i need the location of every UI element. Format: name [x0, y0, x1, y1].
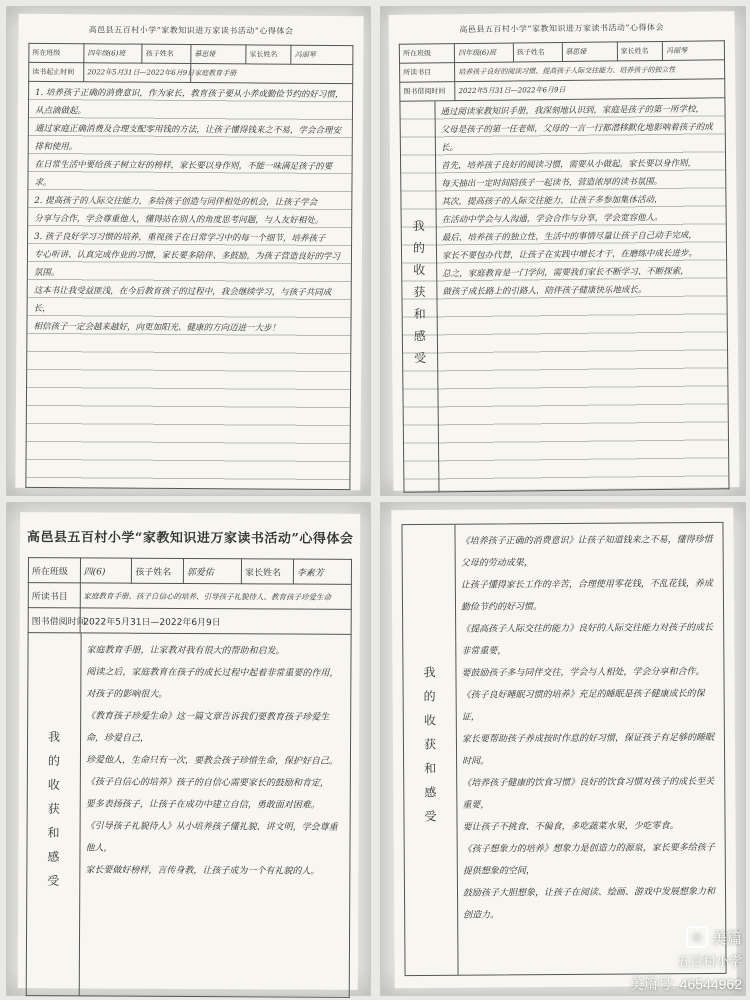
reading-form-sheet	[18, 512, 360, 990]
form-title: 高邑县五百村小学“家教知识进万家读书活动”心得体会	[26, 530, 354, 547]
text-line: 在活动中学会与人沟通，学会合作与分享，学会宽容他人。	[441, 212, 663, 226]
photo-top-right	[380, 6, 746, 496]
watermark-logo	[630, 926, 742, 948]
form-title: 高邑县五百村小学“家教知识进万家读书活动”心得体会	[88, 25, 294, 36]
text-line: 做孩子成长路上的引路人，陪伴孩子健康快乐地成长。	[442, 285, 647, 298]
text-line: 最后，培养孩子的独立性，生活中的事情尽量让孩子自己动手完成，	[441, 230, 697, 244]
parent-label: 家长姓名	[242, 559, 294, 584]
text-line: 每天抽出一定时间陪孩子一起读书，营造浓厚的读书氛围。	[441, 176, 663, 190]
class-value: 四年级(6)班	[455, 43, 514, 63]
time-label: 图书借阅时间	[400, 82, 455, 102]
text-line: 《孩子想象力的培养》想象力是创造力的源泉，家长要多给孩子提供想象的空间，	[462, 842, 715, 877]
text-line: 总之，家庭教育是一门学问，需要我们家长不断学习、不断探索，	[442, 266, 689, 280]
child-label: 孩子姓名	[132, 558, 184, 583]
text-line: 家长不要包办代替，让孩子在实践中增长才干，在磨练中成长进步。	[441, 248, 698, 262]
photo-top-left	[6, 6, 371, 496]
text-line: 父母是孩子的第一任老师，父母的一言一行都潜移默化地影响着孩子的成长。	[440, 122, 713, 154]
text-line: 这本书让我受益匪浅，在今后教育孩子的过程中，我会继续学习，与孩子共同成长，	[33, 285, 332, 315]
text-line: 《教育孩子珍爱生命》这一篇文章告诉我们要教育孩子珍爱生命，珍爱自己，	[86, 711, 330, 744]
text-line: 家长要帮助孩子养成按时作息的好习惯，保证孩子有足够的睡眠时间。	[461, 732, 714, 767]
time-value: 2022年5月31日—2022年6月9日	[80, 608, 351, 634]
text-line: 家庭教育手册，让家教对我有很大的帮助和启发。	[86, 645, 285, 657]
text-line: 其次，提高孩子的人际交往能力，让孩子多参加集体活动，	[441, 194, 663, 208]
text-line: 阅读之后，家庭教育在孩子的成长过程中起着非常重要的作用，对孩子的影响很大。	[86, 667, 339, 700]
text-line: 2. 提高孩子的人际交往能力，多给孩子创造与同伴相处的机会，让孩子学会	[34, 195, 318, 208]
time-value: 2022年5月31日—2022年6月9日	[84, 63, 191, 83]
watermark-author: 五百村小学	[676, 954, 742, 969]
side-label-text: 我的收获和感受	[411, 219, 427, 374]
parent-value: 冯丽琴	[291, 45, 353, 64]
text-line: 通过家庭正确消费及合理支配零用钱的方法，让孩子懂得钱来之不易，学会合理安排和使用。	[34, 123, 341, 153]
reading-form-sheet	[389, 11, 740, 491]
side-label-text: 我的收获和感受	[45, 730, 61, 899]
child-value: 慕思娅	[562, 42, 617, 62]
handwriting-area	[25, 82, 353, 490]
form-title: 高邑县五百村小学“家教知识进万家读书活动”心得体会	[459, 22, 665, 35]
handwritten-text	[27, 82, 352, 338]
watermark	[630, 926, 742, 994]
side-label	[402, 525, 458, 975]
side-label	[27, 633, 82, 995]
handwritten-text	[79, 633, 350, 882]
text-line: 要多表扬孩子，让孩子在成功中建立自信，勇敢面对困难。	[85, 799, 320, 811]
child-label: 孩子姓名	[142, 44, 191, 63]
handwriting-area	[401, 522, 726, 976]
side-label-text: 我的收获和感受	[421, 665, 438, 834]
text-line: 《培养孩子正确的消费意识》让孩子知道钱来之不易，懂得珍惜父母的劳动成果，	[460, 534, 713, 569]
text-line: 通过阅读家教知识手册，我深刻地认识到，家庭是孩子的第一所学校，	[440, 104, 705, 118]
reading-form-sheet	[391, 508, 736, 988]
class-value: 四(6)	[80, 558, 132, 583]
book-value: 培养孩子良好的阅读习惯、提高孩子人际交往能力、培养孩子的独立性	[455, 60, 725, 82]
text-line: 首先，培养孩子良好的阅读习惯，需要从小做起，家长要以身作则，	[441, 158, 697, 172]
parent-value: 李素芳	[293, 559, 351, 584]
handwritten-text	[454, 523, 725, 927]
handwritten-text	[434, 98, 726, 301]
time-value: 2022年5月31日—2022年6月9日	[455, 79, 725, 101]
text-line: 《孩子自信心的培养》孩子的自信心需要家长的鼓励和肯定，	[85, 777, 329, 789]
text-line: 《孩子良好睡眠习惯的培养》充足的睡眠是孩子健康成长的保证，	[461, 689, 705, 723]
child-value: 郭爱佑	[183, 558, 241, 583]
side-label	[400, 101, 439, 491]
text-line: 3. 孩子良好学习习惯的培养，重视孩子在日常学习中的每一个细节，培养孩子	[34, 231, 326, 244]
text-line: 《培养孩子健康的饮食习惯》良好的饮食习惯对孩子的成长至关重要，	[462, 776, 715, 811]
class-value: 四年级(6)班	[84, 44, 142, 63]
book-value: 家庭教育手册	[191, 64, 353, 84]
text-line: 1. 培养孩子正确的消费意识，作为家长，教育孩子要从小养成勤俭节约的好习惯，从点滴做起。	[34, 87, 344, 117]
book-label: 所读书目	[28, 583, 80, 608]
book-value: 家庭教育手册、孩子自信心的培养、引导孩子礼貌待人、教育孩子珍爱生命	[80, 583, 351, 609]
text-line: 珍爱他人，生命只有一次，要教会孩子珍惜生命，保护好自己。	[85, 755, 338, 767]
text-line: 分享与合作，学会尊重他人，懂得站在别人的角度思考问题，与人友好相处。	[34, 213, 324, 226]
parent-label: 家长姓名	[246, 45, 291, 64]
text-line: 在日常生活中要给孩子树立好的榜样，家长要以身作则，不能一味满足孩子的要求。	[34, 159, 333, 189]
text-line: 鼓励孩子大胆想象，让孩子在阅读、绘画、游戏中发展想象力和创造力。	[462, 886, 716, 921]
watermark-id: 美篇号: 46544962	[629, 976, 742, 992]
time-label: 图书借阅时间	[28, 608, 80, 633]
reading-form-sheet	[15, 14, 363, 490]
text-line: 要鼓励孩子多与同伴交往，学会与人相处，学会分享和合作。	[461, 667, 705, 679]
class-label: 所在班级	[29, 43, 84, 62]
text-line: 让孩子懂得家长工作的辛苦，合理使用零花钱，不乱花钱，养成勤俭节约的好习惯。	[460, 578, 713, 613]
watermark-logo-text: 美篇	[711, 929, 742, 947]
book-label: 所读书目	[400, 63, 455, 83]
class-label: 所在班级	[399, 44, 454, 64]
handwriting-area	[399, 98, 729, 492]
parent-value: 冯丽琴	[663, 41, 725, 61]
text-line: 《引导孩子礼貌待人》从小培养孩子懂礼貌、讲文明，学会尊重他人，	[85, 821, 338, 854]
text-line: 专心听讲、认真完成作业的习惯，家长要多陪伴、多鼓励，为孩子营造良好的学习氛围。	[33, 249, 341, 279]
child-value: 慕思娅	[191, 45, 246, 64]
info-table	[28, 43, 353, 84]
text-line: 家长要做好榜样，言传身教，让孩子成为一个有礼貌的人。	[85, 865, 320, 877]
child-label: 孩子姓名	[513, 43, 562, 63]
text-line: 要让孩子不挑食、不偏食，多吃蔬菜水果，少吃零食。	[462, 821, 679, 833]
meipian-logo-icon: ◎	[686, 926, 708, 948]
handwriting-area	[26, 633, 352, 998]
time-label: 读书起止时间	[29, 62, 84, 81]
info-table	[399, 40, 726, 101]
text-line: 相信孩子一定会越来越好，向更加阳光、健康的方向迈进一大步！	[33, 321, 281, 334]
photo-bottom-right	[380, 502, 746, 996]
photo-bottom-left	[6, 502, 371, 996]
text-line: 《提高孩子人际交往的能力》良好的人际交往能力对孩子的成长非常重要，	[461, 622, 714, 657]
info-table	[28, 557, 352, 635]
parent-label: 家长姓名	[617, 41, 663, 60]
class-label: 所在班级	[28, 558, 80, 583]
